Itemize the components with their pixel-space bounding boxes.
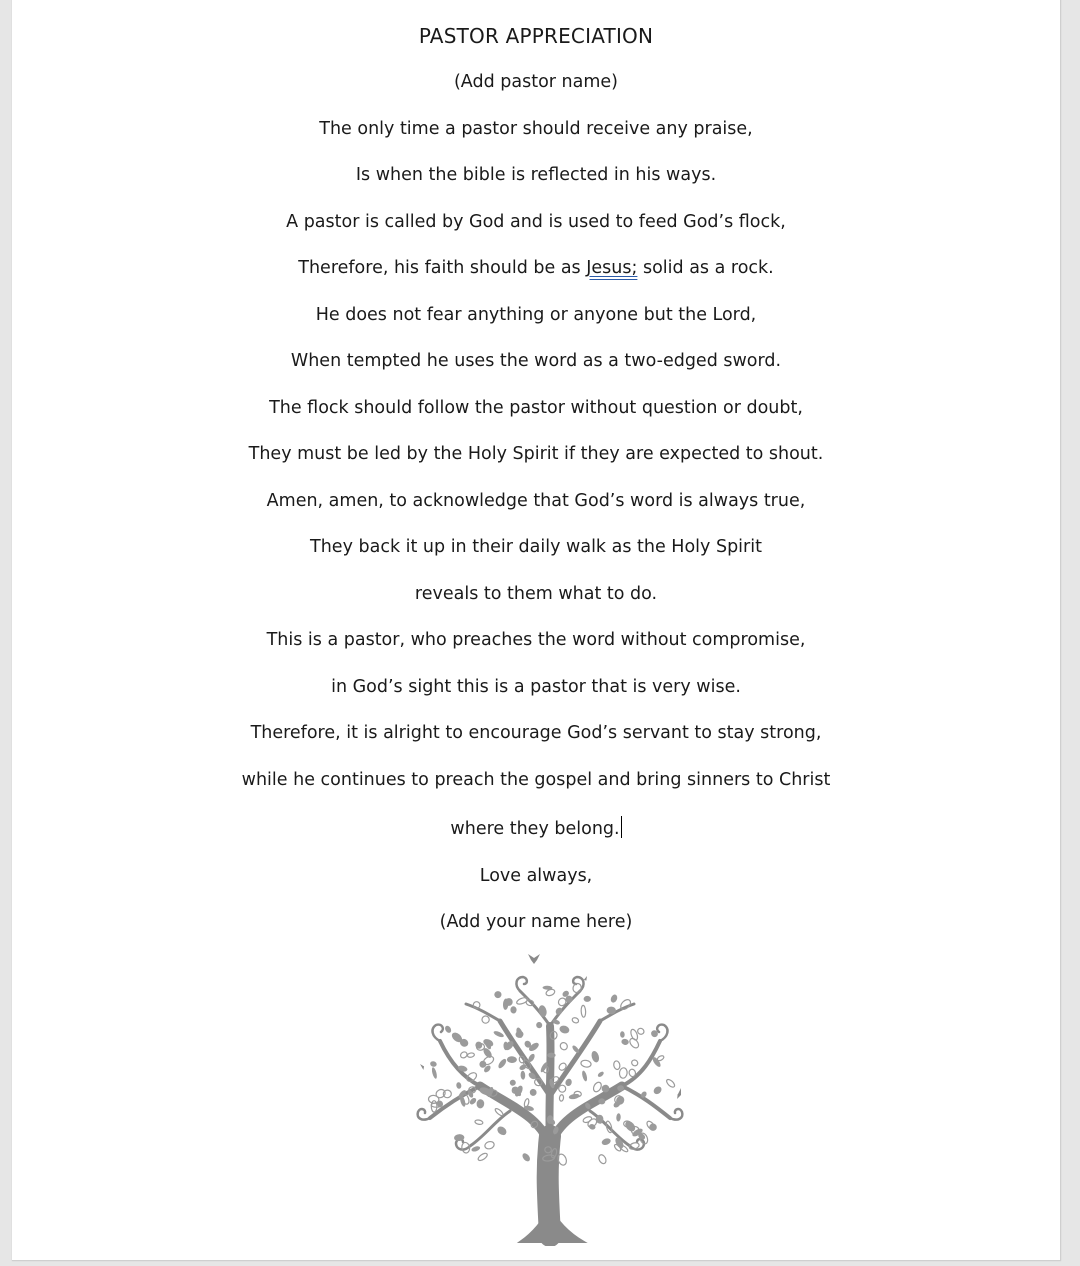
pastor-name-placeholder: (Add pastor name) [453, 72, 618, 92]
poem-line: A pastor is called by God and is used to feed God’s flock, [286, 211, 786, 232]
poem-line-jesus [12, 258, 1060, 278]
document-title: PASTOR APPRECIATION [418, 24, 654, 48]
text-cursor [621, 816, 622, 838]
poem-line: Amen, amen, to acknowledge that God’s word is always true, [266, 490, 806, 511]
poem-line: They must be led by the Holy Spirit if they are expected to shout. [248, 444, 824, 464]
poem-line: while he continues to preach the gospel and bring sinners to Christ [241, 769, 831, 790]
leaf [547, 1053, 555, 1058]
tree-of-life-with-birds-icon [400, 946, 700, 1246]
poem-line: He does not fear anything or anyone but the Lord, [315, 304, 757, 325]
bird-icon [528, 954, 540, 964]
poem-line: Therefore, it is alright to encourage God’s servant to stay strong, [250, 723, 822, 743]
spellcheck-flagged-word[interactable]: Jesus; [586, 258, 638, 278]
poem-line: reveals to them what to do. [414, 583, 658, 604]
poem-line: in God’s sight this is a pastor that is very wise. [331, 676, 741, 697]
poem-line: The flock should follow the pastor without question or doubt, [269, 397, 803, 418]
poem-line: This is a pastor, who preaches the word without compromise, [266, 630, 806, 650]
document-body[interactable] [12, 24, 1060, 959]
poem-line: Is when the bible is reflected in his ways. [355, 165, 717, 185]
poem-line: They back it up in their daily walk as the Holy Spirit [310, 537, 762, 557]
document-page [12, 0, 1061, 1261]
poem-line: When tempted he uses the word as a two-edged sword. [290, 351, 782, 371]
poem-line: The only time a pastor should receive any praise, [319, 118, 753, 139]
poem-line-text: where they belong. [450, 819, 620, 839]
poem-line-last [12, 816, 1060, 839]
poem-line-text: solid as a rock. [637, 258, 774, 278]
signature-placeholder: (Add your name here) [439, 912, 633, 932]
closing-text: Love always, [479, 865, 593, 886]
poem-line-text: Therefore, his faith should be as [298, 258, 587, 278]
